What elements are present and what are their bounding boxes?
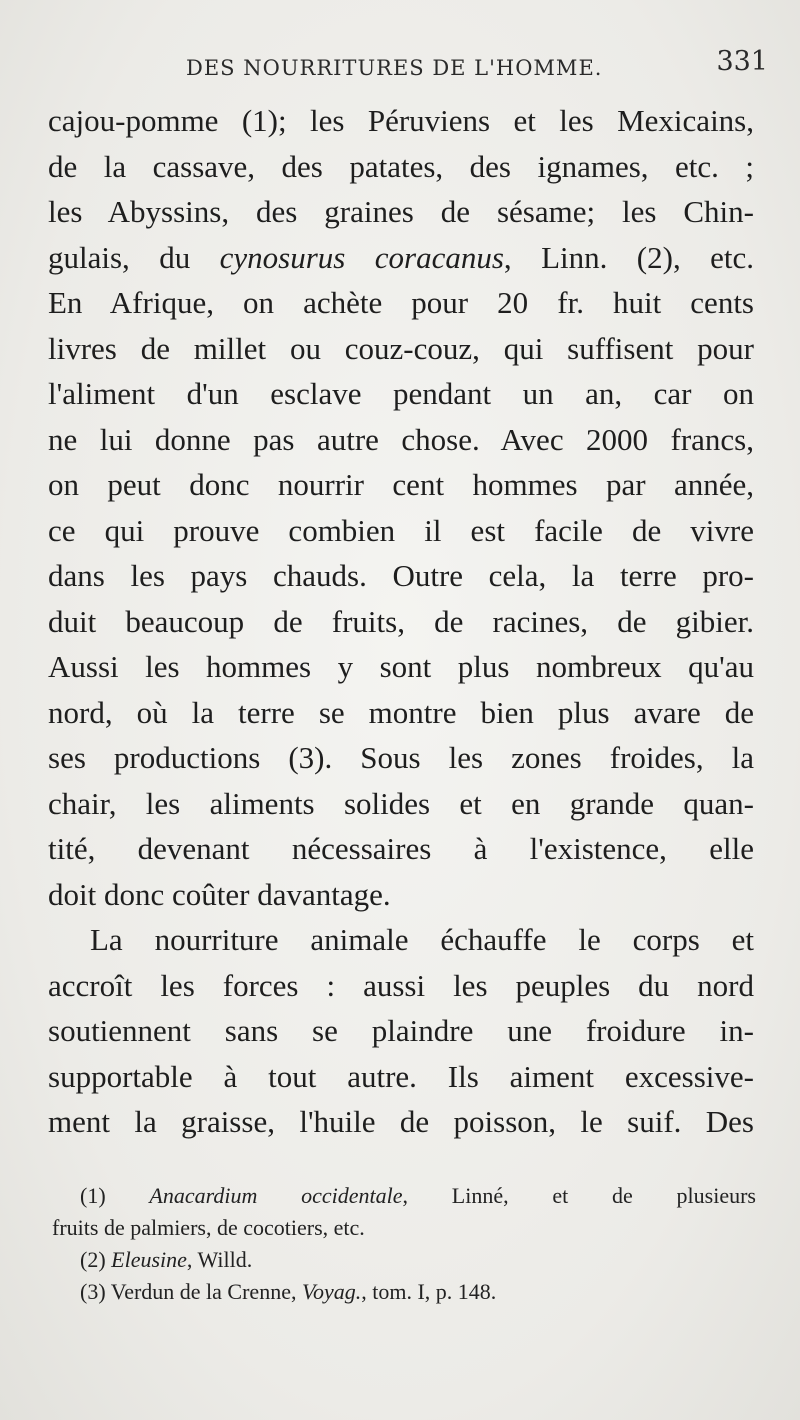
text-segment: ne lui donne pas autre chose. Avec 2000 francs, [48,421,754,457]
text-line [48,599,754,645]
text-line [48,1008,754,1054]
text-segment: doit donc coûter davantage. [48,876,391,912]
text-segment: duit beaucoup de fruits, de racines, de gibier. [48,603,754,639]
text-segment: La nourriture animale échauffe le corps et [90,922,754,957]
text-line [48,826,754,872]
text-line [48,690,754,736]
text-segment: , Linn. (2), etc. [503,239,754,275]
text-segment: tité, devenant nécessaires à l'existence, elle [48,831,754,866]
text-segment: accroît les forces : aussi les peuples du nord [48,967,754,1003]
body-text [48,98,754,1145]
footnote [52,1276,756,1308]
text-line [48,462,754,508]
text-line [48,326,754,372]
text-line [48,917,754,963]
text-line [48,98,754,144]
page-header [48,46,768,86]
page-number: 331 [716,46,768,77]
text-segment: gulais, du [48,239,220,275]
text-line [48,644,754,690]
text-segment: chair, les aliments solides et en grande quan- [48,785,754,821]
text-line [48,735,754,781]
text-line [48,144,754,190]
text-segment: les Abyssins, des graines de sésame; les Chin- [48,194,754,229]
footnote-line [52,1276,756,1308]
text-line [48,1054,754,1100]
text-segment: l'aliment d'un esclave pendant un an, car on [48,376,754,411]
text-line [48,1099,754,1145]
text-segment: , Willd. [186,1247,253,1272]
text-segment: ment la graisse, l'huile de poisson, le suif. Des [48,1104,754,1139]
text-segment: Aussi les hommes y sont plus nombreux qu'au [48,649,754,684]
text-segment: , tom. I, p. 148. [361,1279,497,1304]
footnote-line [52,1212,756,1244]
text-segment: on peut donc nourrir cent hommes par année, [48,467,754,502]
footnote-line [52,1180,756,1212]
text-segment: (3) Verdun de la Crenne, [80,1279,302,1304]
footnote [52,1180,756,1244]
text-segment: supportable à tout autre. Ils aiment excessive- [48,1058,754,1094]
text-segment: soutiennent sans se plaindre une froidure in- [48,1013,754,1048]
italic-text: Voyag. [301,1279,362,1304]
footnote-line [52,1244,756,1276]
running-head: DES NOURRITURES DE L'HOMME. [186,56,603,80]
text-segment: de la cassave, des patates, des ignames, etc. ; [48,148,754,184]
text-segment: (1) [80,1183,150,1208]
italic-text: Eleusine [111,1247,187,1272]
footnote [52,1244,756,1276]
footnotes [52,1180,756,1308]
text-segment: dans les pays chauds. Outre cela, la terre pro- [48,558,754,593]
text-segment: fruits de palmiers, de cocotiers, etc. [52,1215,365,1240]
text-segment: ce qui prouve combien il est facile de vivre [48,512,754,548]
text-line [48,781,754,827]
text-segment: cajou-pomme (1); les Péruviens et les Mexicains, [48,103,754,138]
text-line [48,417,754,463]
text-segment: nord, où la terre se montre bien plus avare de [48,694,754,730]
text-line [48,963,754,1009]
text-line [48,189,754,235]
text-line [48,872,754,918]
text-segment: (2) [80,1247,112,1272]
text-segment: , Linné, et de plusieurs [402,1183,756,1208]
italic-text: Anacardium occidentale [149,1183,403,1208]
text-segment: livres de millet ou couz-couz, qui suffisent pour [48,330,754,366]
text-line [48,235,754,281]
text-line [48,280,754,326]
text-segment: ses productions (3). Sous les zones froides, la [48,740,754,775]
text-line [48,508,754,554]
text-line [48,371,754,417]
italic-text: cynosurus coracanus [219,239,504,275]
text-line [48,553,754,599]
text-segment: En Afrique, on achète pour 20 fr. huit cents [48,285,754,320]
